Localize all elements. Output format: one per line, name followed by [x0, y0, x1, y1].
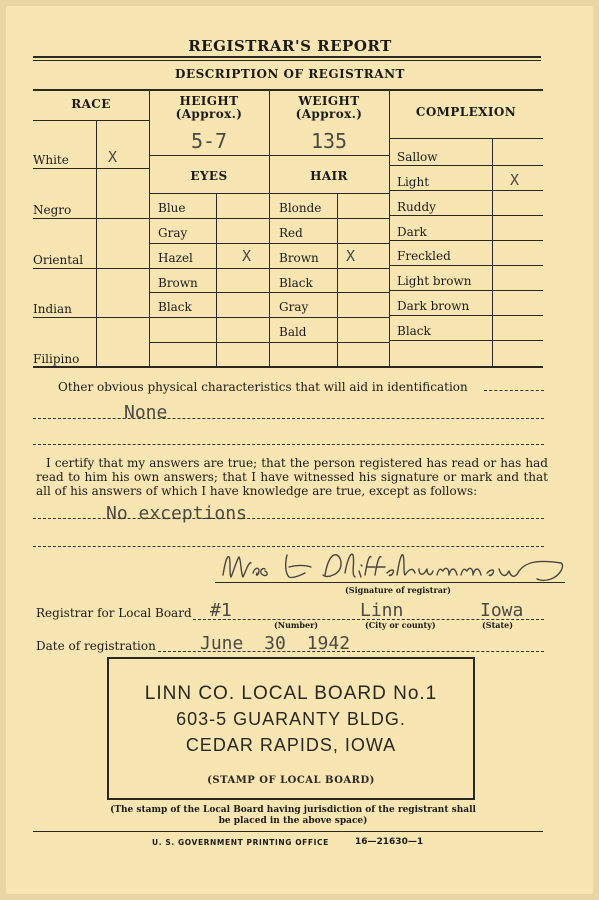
eyes-hazel: Hazel [158, 251, 193, 265]
page-title: REGISTRAR'S REPORT [188, 37, 392, 55]
stamp-line-1: LINN CO. LOCAL BOARD No.1 [144, 683, 438, 704]
complexion-ruddy: Ruddy [397, 200, 436, 214]
eh-rule [149, 292, 389, 293]
certify-exceptions: No exceptions [106, 503, 247, 524]
hair-header: HAIR [310, 169, 348, 183]
complexion-light-brown: Light brown [397, 274, 472, 288]
cx-rule [389, 340, 543, 341]
race-oriental: Oriental [33, 253, 84, 267]
eyes-blue: Blue [158, 201, 186, 215]
race-white: White [33, 153, 69, 167]
state-caption: (State) [482, 620, 514, 630]
section-subtitle: DESCRIPTION OF REGISTRANT [175, 67, 405, 81]
certify-dotted-line [33, 518, 544, 519]
hair-bald: Bald [279, 325, 307, 339]
race-rule [33, 218, 149, 219]
hw-value-rule [149, 155, 389, 156]
complexion-sallow: Sallow [397, 150, 438, 164]
cx-rule [389, 265, 543, 266]
complexion-check-mark: X [510, 171, 520, 189]
eh-rule [149, 218, 389, 219]
complexion-light: Light [397, 175, 430, 189]
printer-imprint: U. S. GOVERNMENT PRINTING OFFICE [152, 838, 329, 847]
height-approx: (Approx.) [175, 107, 243, 121]
hair-red: Red [279, 226, 303, 240]
table-top-rule [33, 89, 543, 91]
eyes-check-mark: X [242, 247, 252, 265]
physical-dotted-line [33, 418, 544, 419]
footer-rule [33, 831, 543, 832]
complexion-freckled: Freckled [397, 249, 451, 263]
title-rule-2 [33, 60, 541, 61]
eyes-brown: Brown [158, 276, 198, 290]
eh-rule [149, 317, 389, 318]
eyes-black: Black [158, 300, 192, 314]
race-check-mark: X [108, 148, 118, 166]
hair-brown: Brown [279, 251, 319, 265]
board-number: #1 [210, 600, 232, 621]
city-caption: (City or county) [365, 620, 436, 630]
weight-header: WEIGHT [298, 94, 360, 108]
signature-caption: (Signature of registrar) [345, 585, 451, 595]
hair-black: Black [279, 276, 313, 290]
board-state: Iowa [480, 600, 524, 621]
eyes-gray: Gray [158, 226, 188, 240]
cx-rule [389, 290, 543, 291]
number-caption: (Number) [274, 620, 319, 630]
registrar-signature [215, 545, 575, 590]
col-divider [389, 89, 390, 366]
certify-text: I certify that my answers are true; that the person registered has read or has had read to him his own answers; that I have witnessed his signature or mark and that all of his answers of which I have knowledge are true, except as follows: [36, 456, 548, 498]
eh-rule [149, 268, 389, 269]
stamp-line-3: CEDAR RAPIDS, IOWA [185, 735, 397, 755]
hair-check-mark: X [346, 247, 356, 265]
height-value: 5-7 [190, 129, 228, 153]
eyes-hair-header-rule [149, 193, 389, 194]
race-header-rule [33, 120, 149, 121]
form-number: 16—21630—1 [355, 837, 424, 847]
height-header: HEIGHT [179, 94, 239, 108]
date-label: Date of registration [36, 639, 156, 653]
local-board-stamp [107, 657, 475, 800]
eyes-header: EYES [190, 169, 228, 183]
race-rule [33, 268, 149, 269]
race-negro: Negro [33, 203, 72, 217]
title-rule [33, 56, 541, 58]
cx-rule [389, 215, 543, 216]
registrar-label: Registrar for Local Board [36, 606, 192, 620]
complexion-dark: Dark [397, 225, 427, 239]
stamp-caption: (STAMP OF LOCAL BOARD) [207, 775, 375, 786]
signature-line [215, 582, 565, 583]
table-bottom-rule [33, 366, 543, 368]
race-indian: Indian [33, 302, 72, 316]
complexion-header: COMPLEXION [415, 105, 517, 119]
weight-approx: (Approx.) [295, 107, 363, 121]
hair-blonde: Blonde [279, 201, 322, 215]
eh-rule [149, 243, 389, 244]
col-divider [492, 138, 493, 366]
board-city: Linn [360, 600, 404, 621]
race-header: RACE [71, 97, 111, 111]
complexion-black: Black [397, 324, 431, 338]
physical-dotted-line [33, 444, 544, 445]
cx-rule [389, 190, 543, 191]
stamp-instruction: (The stamp of the Local Board having jurisdiction of the registrant shall be placed in the above space) [110, 805, 476, 826]
physical-value: None [124, 402, 168, 423]
cx-rule [389, 165, 543, 166]
complexion-dark-brown: Dark brown [397, 299, 470, 313]
col-divider [96, 120, 97, 366]
physical-dotted-line [484, 390, 544, 391]
stamp-line-2: 603-5 GUARANTY BLDG. [176, 709, 406, 729]
eh-rule [149, 342, 389, 343]
race-rule [33, 168, 149, 169]
race-filipino: Filipino [33, 352, 80, 366]
cx-rule [389, 240, 543, 241]
race-rule [33, 317, 149, 318]
cx-rule [389, 315, 543, 316]
date-value: June 30 1942 [200, 633, 351, 654]
physical-label: Other obvious physical characteristics that will aid in identification [58, 380, 468, 394]
complexion-header-rule [389, 138, 543, 139]
weight-value: 135 [310, 129, 348, 153]
hair-gray: Gray [279, 300, 309, 314]
